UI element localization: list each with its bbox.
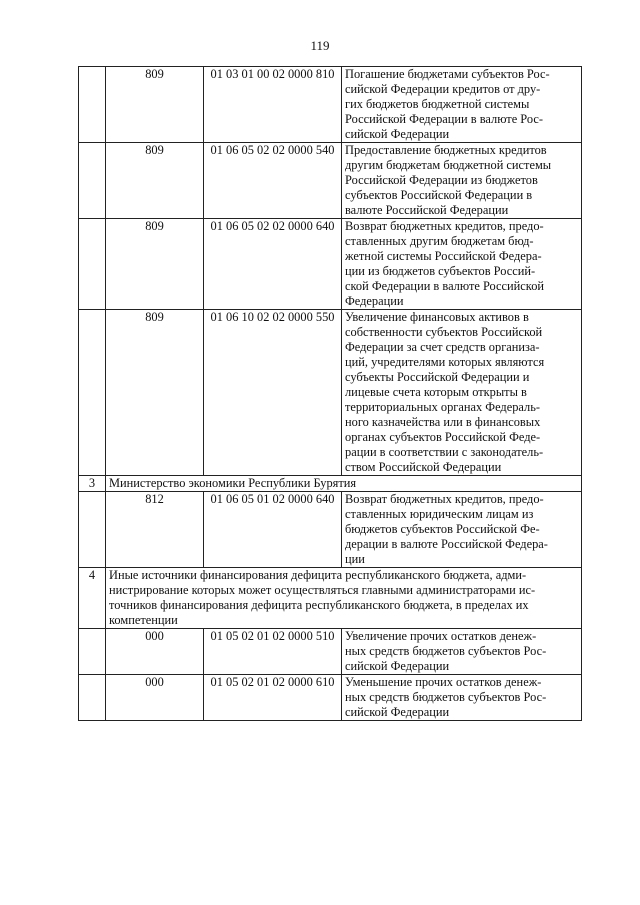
- source-description: Предоставление бюджетных кредитов другим бюджетам бюджетной системы Российской Федерации из бюджетов субъектов Российской Федерации в валюте Российской Федерации: [342, 143, 582, 219]
- table-body: [79, 67, 582, 721]
- administrator-code: 809: [106, 310, 204, 476]
- administrator-code: 000: [106, 629, 204, 675]
- source-description: Возврат бюджетных кредитов, предо- ставленных другим бюджетам бюд- жетной системы Российской Федера- ции из бюджетов субъектов Россий- ской Федерации в валюте Российской Федерации: [342, 219, 582, 310]
- empty-number-cell: [79, 67, 106, 143]
- empty-number-cell: [79, 492, 106, 568]
- source-description: Увеличение прочих остатков денеж- ных средств бюджетов субъектов Рос- сийской Федерации: [342, 629, 582, 675]
- budget-sources-table: [78, 66, 582, 721]
- page-number: 119: [310, 38, 330, 53]
- administrator-code: 809: [106, 67, 204, 143]
- source-description: Возврат бюджетных кредитов, предо- ставленных юридическим лицам из бюджетов субъектов Российской Фе- дерации в валюте Российской Федера- ции: [342, 492, 582, 568]
- section-title: Министерство экономики Республики Бурятия: [106, 476, 582, 492]
- source-code: 01 06 05 01 02 0000 640: [204, 492, 342, 568]
- section-number: 4: [79, 568, 106, 629]
- empty-number-cell: [79, 629, 106, 675]
- administrator-code: 000: [106, 675, 204, 721]
- section-row: [79, 476, 582, 492]
- source-code: 01 06 10 02 02 0000 550: [204, 310, 342, 476]
- table-row: [79, 675, 582, 721]
- empty-number-cell: [79, 310, 106, 476]
- source-code: 01 06 05 02 02 0000 540: [204, 143, 342, 219]
- section-row: [79, 568, 582, 629]
- table-row: [79, 629, 582, 675]
- empty-number-cell: [79, 219, 106, 310]
- table-row: [79, 67, 582, 143]
- table-row: [79, 143, 582, 219]
- administrator-code: 809: [106, 143, 204, 219]
- source-code: 01 05 02 01 02 0000 610: [204, 675, 342, 721]
- source-code: 01 03 01 00 02 0000 810: [204, 67, 342, 143]
- section-number: 3: [79, 476, 106, 492]
- empty-number-cell: [79, 675, 106, 721]
- source-code: 01 06 05 02 02 0000 640: [204, 219, 342, 310]
- source-description: Погашение бюджетами субъектов Рос- сийской Федерации кредитов от дру- гих бюджетов бюджетной системы Российской Федерации в валюте Рос- сийской Федерации: [342, 67, 582, 143]
- section-title: Иные источники финансирования дефицита республиканского бюджета, адми- нистрирование которых может осуществляться главными администраторами ис- точников финансирования дефицита республиканского бюджета, в пределах их компетенции: [106, 568, 582, 629]
- table-row: [79, 310, 582, 476]
- empty-number-cell: [79, 143, 106, 219]
- administrator-code: 812: [106, 492, 204, 568]
- source-code: 01 05 02 01 02 0000 510: [204, 629, 342, 675]
- source-description: Увеличение финансовых активов в собственности субъектов Российской Федерации за счет средств организа- ций, учредителями которых являются субъекты Российской Федерации и лицевые счета которым открыты в территориальных органах Федераль- ного казначейства или в финансовых органах субъектов Российской Феде- рации в соответствии с законодатель- ством Российской Федерации: [342, 310, 582, 476]
- table-row: [79, 492, 582, 568]
- table-row: [79, 219, 582, 310]
- source-description: Уменьшение прочих остатков денеж- ных средств бюджетов субъектов Рос- сийской Федерации: [342, 675, 582, 721]
- administrator-code: 809: [106, 219, 204, 310]
